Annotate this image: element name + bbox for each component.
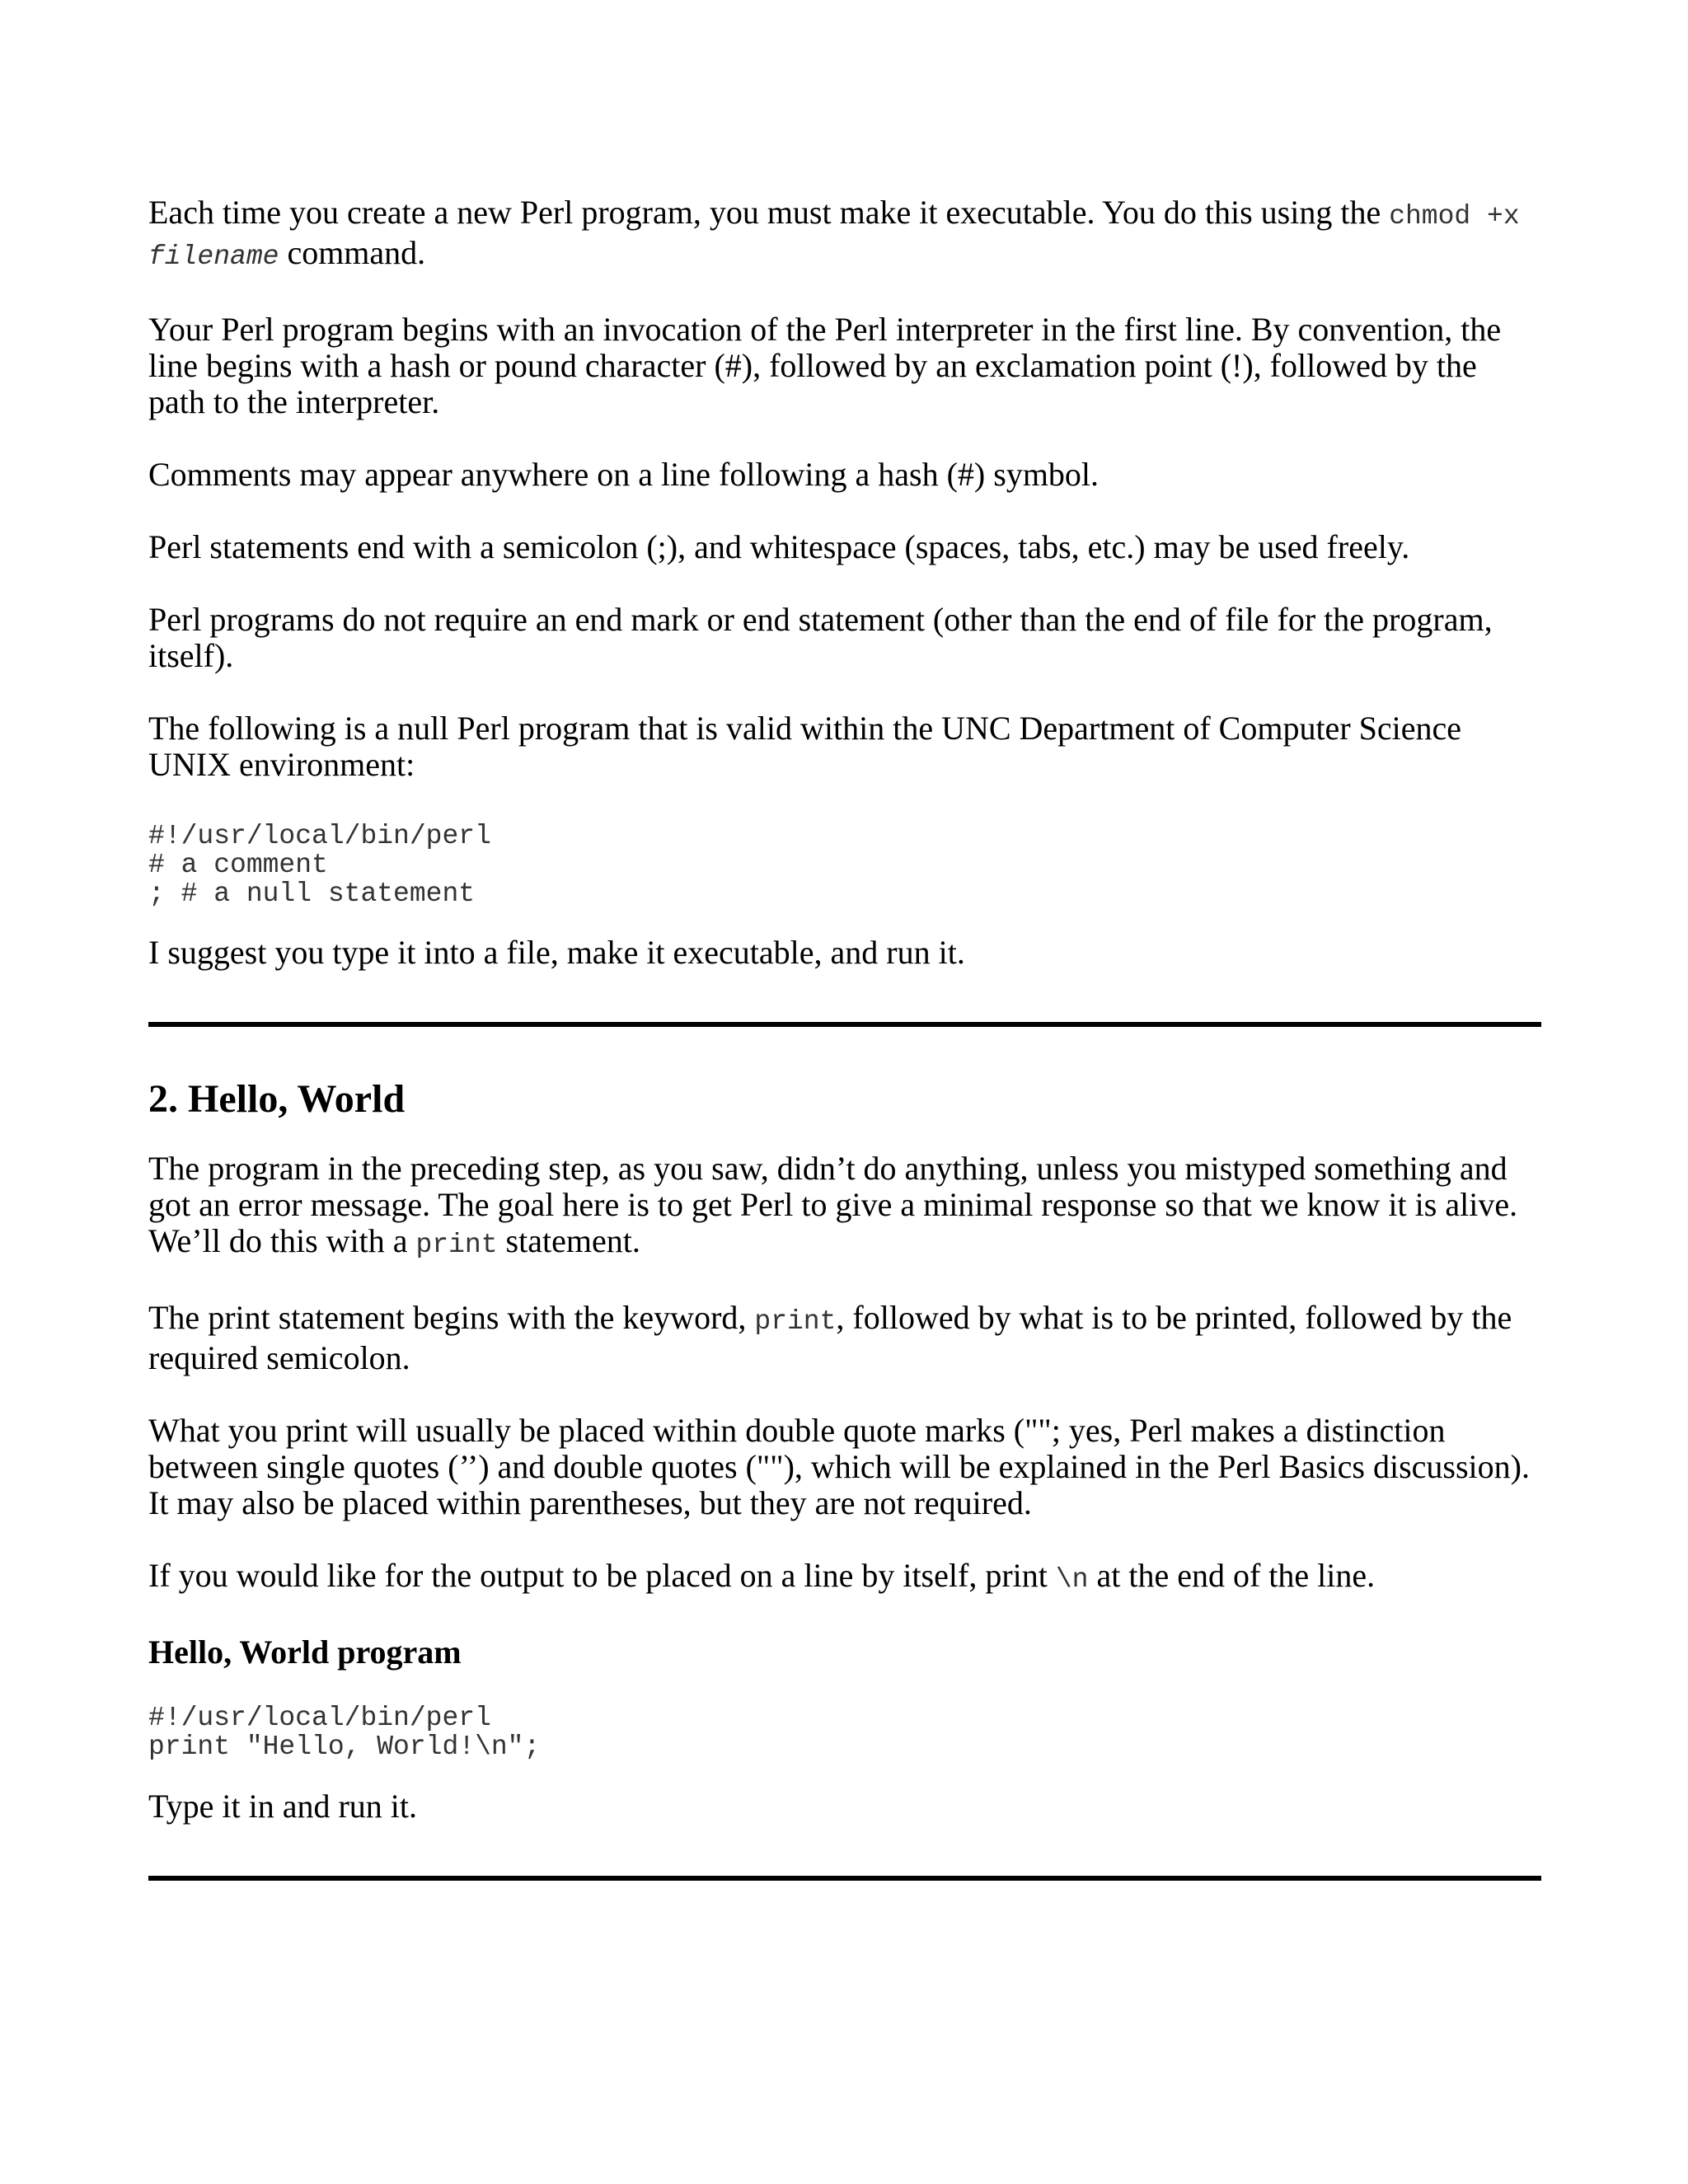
inline-code-filename: filename — [148, 241, 279, 272]
paragraph-text: at the end of the line. — [1088, 1557, 1376, 1594]
paragraph-text: The program in the preceding step, as you saw, didn’t do anything, unless you mistyped something and got an error message. The goal here is to get Perl to give a minimal response so that we know it is alive. We’ll do this with a — [148, 1150, 1518, 1259]
paragraph-text: The print statement begins with the keyword, — [148, 1299, 755, 1336]
inline-code-newline: \n — [1055, 1564, 1089, 1595]
paragraph-comments: Comments may appear anywhere on a line following a hash (#) symbol. — [148, 456, 1100, 493]
paragraph-newline — [148, 1558, 1541, 1598]
paragraph-preceding-step — [148, 1151, 1541, 1263]
paragraph-statements: Perl statements end with a semicolon (;), and whitespace (spaces, tabs, etc.) may be used freely. — [148, 528, 1410, 565]
paragraph-print-statement — [148, 1300, 1541, 1376]
code-line: #!/usr/local/bin/perl — [148, 1703, 491, 1733]
code-line: #!/usr/local/bin/perl — [148, 821, 491, 851]
paragraph-end-mark: Perl programs do not require an end mark or end statement (other than the end of file for the program, itself). — [148, 601, 1493, 674]
paragraph-type-it-in: Type it in and run it. — [148, 1788, 418, 1825]
section-heading: 2. Hello, World — [148, 1077, 406, 1121]
inline-code-print: print — [415, 1230, 498, 1260]
paragraph-text: , followed by what is to be printed, followed by the required semicolon. — [148, 1299, 1512, 1376]
paragraph-interpreter: Your Perl program begins with an invocation of the Perl interpreter in the first line. By convention, the line begins with a hash or pound character (#), followed by an exclamation point (!), followed by the path to the interpreter. — [148, 311, 1502, 420]
paragraph-text: statement. — [497, 1222, 640, 1259]
paragraph-chmod — [148, 194, 1541, 275]
horizontal-rule — [148, 1022, 1541, 1027]
paragraph-text: If you would like for the output to be placed on a line by itself, print — [148, 1557, 1056, 1594]
paragraph-text: Each time you create a new Perl program, you must make it executable. You do this using the — [148, 194, 1390, 231]
horizontal-rule — [148, 1876, 1541, 1881]
inline-code-chmod: chmod +x — [1389, 201, 1520, 232]
subsection-heading: Hello, World program — [148, 1633, 462, 1671]
code-line: # a comment — [148, 850, 328, 880]
paragraph-quotes: What you print will usually be placed within double quote marks (""; yes, Perl makes a distinction between single quotes (’’) and double quotes (""), which will be explained in the Perl Basics discussion). It may also be placed within parentheses, but they are not required. — [148, 1412, 1530, 1521]
document-page — [148, 194, 1541, 1881]
code-block-null-program — [148, 822, 1541, 908]
code-block-hello-world — [148, 1704, 1541, 1761]
paragraph-text: command. — [279, 234, 426, 271]
paragraph-null-program: The following is a null Perl program that is valid within the UNC Department of Computer Science UNIX environment: — [148, 710, 1462, 783]
paragraph-suggestion: I suggest you type it into a file, make it executable, and run it. — [148, 934, 965, 971]
code-line: print "Hello, World!\n"; — [148, 1732, 541, 1762]
inline-code-print: print — [754, 1306, 837, 1337]
code-line: ; # a null statement — [148, 879, 476, 909]
